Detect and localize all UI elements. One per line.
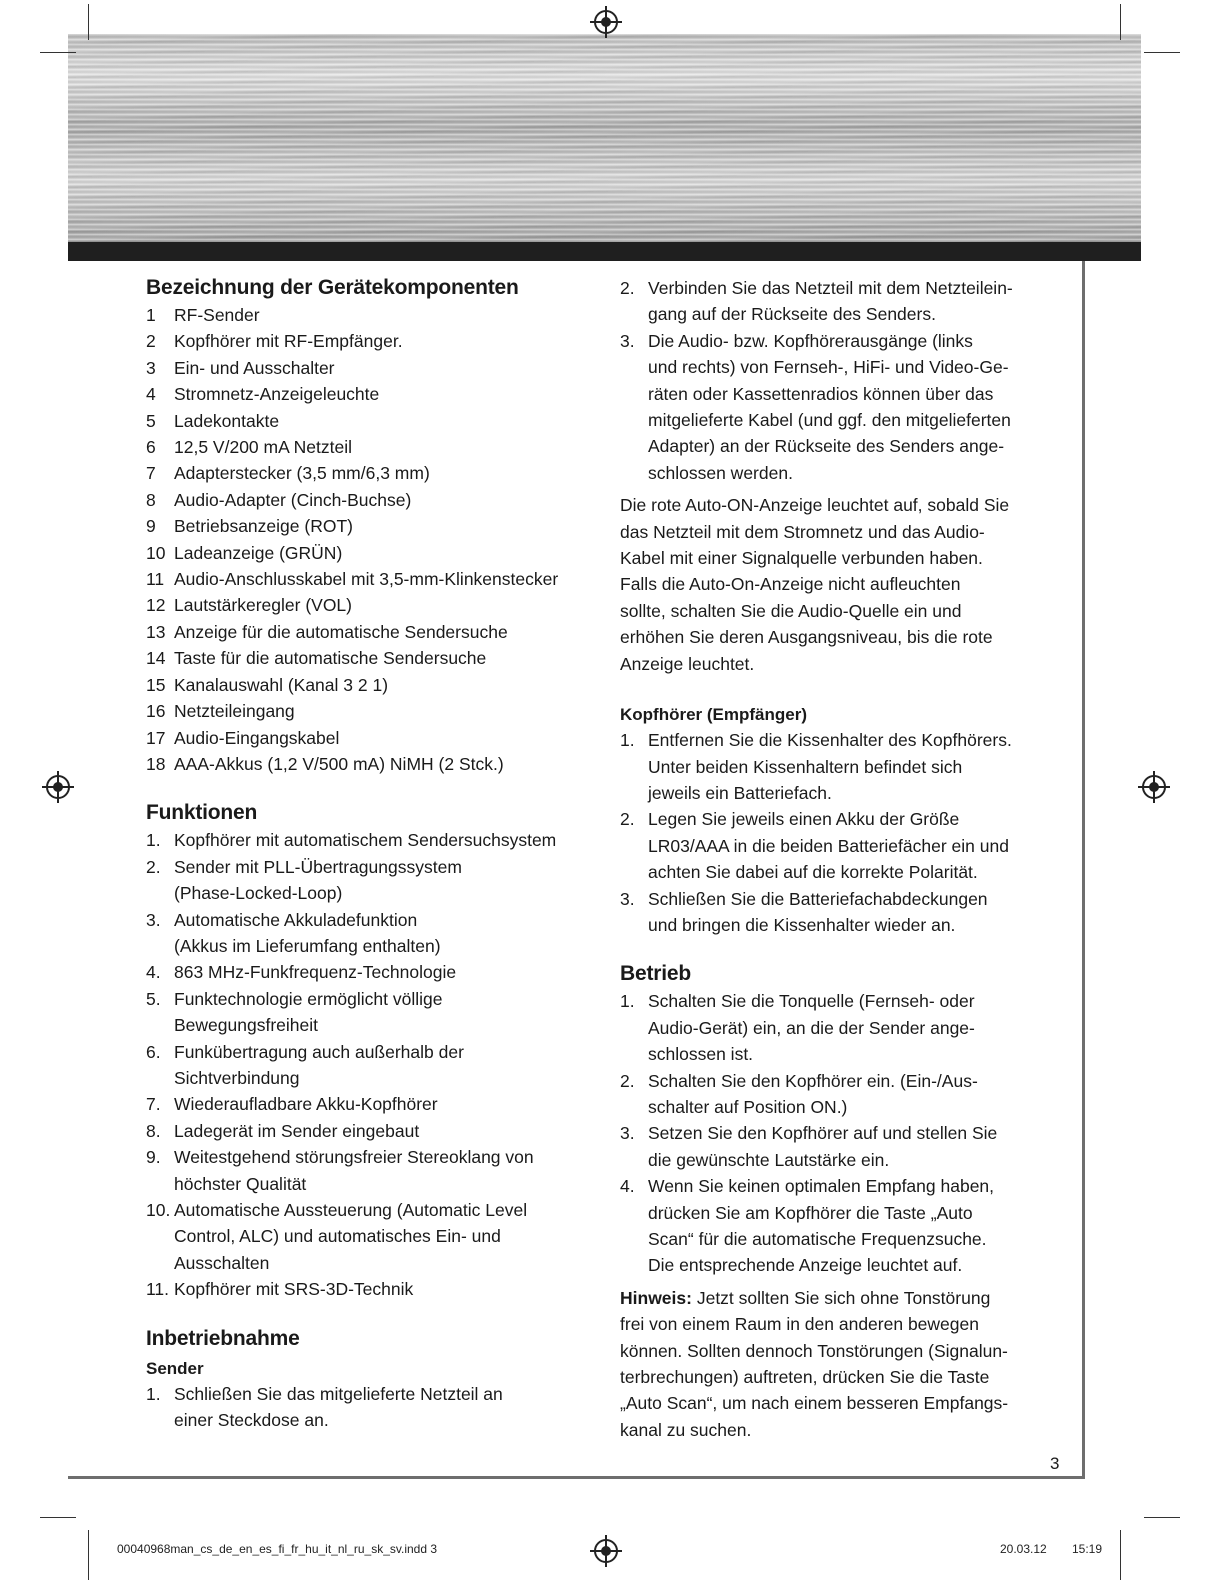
headphones-item-number: 1.: [620, 730, 635, 751]
function-item-line: Control, ALC) und automatisches Ein- und: [174, 1226, 501, 1247]
function-item-line: Sichtverbindung: [174, 1067, 300, 1088]
component-item-text: Betriebsanzeige (ROT): [174, 516, 353, 537]
function-item-line: Wiederaufladbare Akku-Kopfhörer: [174, 1094, 438, 1115]
component-item-text: AAA-Akkus (1,2 V/500 mA) NiMH (2 Stck.): [174, 753, 504, 774]
setup-item-number: 3.: [620, 330, 635, 351]
operation-item: [620, 1120, 1070, 1173]
function-item-text: [174, 1144, 601, 1197]
operation-item-line: Schalten Sie den Kopfhörer ein. (Ein-/Aus-: [648, 1070, 978, 1091]
operation-item-line: schalter auf Position ON.): [648, 1096, 848, 1117]
component-item: [146, 460, 601, 486]
function-item-line: Automatische Aussteuerung (Automatic Level: [174, 1200, 528, 1220]
function-item-number: 11.: [146, 1279, 170, 1300]
component-item-text: Taste für die automatische Sendersuche: [174, 648, 487, 669]
component-item-number: 14: [146, 648, 166, 669]
function-item-number: 1.: [146, 830, 161, 851]
component-item: [146, 355, 601, 381]
component-item-number: 5: [146, 410, 156, 431]
component-item-text: Kopfhörer mit RF-Empfänger.: [174, 331, 403, 352]
operation-item-line: drücken Sie am Kopfhörer die Taste „Auto: [648, 1202, 973, 1223]
registration-mark-icon: [46, 775, 70, 799]
headphones-item-text: [648, 806, 1070, 885]
operation-item-text: [648, 1173, 1070, 1279]
function-item-line: Bewegungsfreiheit: [174, 1015, 318, 1036]
function-item-text: [174, 1091, 601, 1117]
component-item-text: Ladekontakte: [174, 410, 280, 431]
headphones-item-line: jeweils ein Batteriefach.: [648, 782, 832, 803]
headphones-item-number: 2.: [620, 809, 635, 830]
function-item-line: Sender mit PLL-Übertragungssystem: [174, 856, 462, 877]
function-item-line: Automatische Akkuladefunktion: [174, 909, 418, 930]
function-item: [146, 1197, 601, 1276]
function-item: [146, 1091, 601, 1117]
header-bar: [68, 242, 1141, 261]
operation-item: [620, 1068, 1070, 1121]
headphones-item-line: und bringen die Kissenhalter wieder an.: [648, 914, 956, 935]
function-item: [146, 1144, 601, 1197]
note-paragraph: [620, 1285, 1070, 1443]
registration-mark-icon: [594, 1539, 618, 1563]
headphones-item-line: Unter beiden Kissenhaltern befindet sich: [648, 756, 963, 777]
function-item: [146, 854, 601, 907]
component-item: [146, 592, 601, 618]
operation-item: [620, 988, 1070, 1067]
function-item-number: 5.: [146, 988, 161, 1009]
crop-mark: [1120, 1530, 1121, 1580]
function-item-line: Funkübertragung auch außerhalb der: [174, 1041, 464, 1062]
setup-item-number: 2.: [620, 278, 635, 298]
paragraph-line: Die rote Auto-ON-Anzeige leuchtet auf, sobald Sie: [620, 495, 1010, 516]
setup-item-line: mitgelieferte Kabel (und ggf. den mitgelieferten: [648, 410, 1011, 431]
footer-filename: 00040968man_cs_de_en_es_fi_fr_hu_it_nl_ru_sk_sv.indd 3: [117, 1542, 438, 1556]
paragraph-line: Kabel mit einer Signalquelle verbunden haben.: [620, 548, 983, 569]
component-item: [146, 513, 601, 539]
function-item-line: Kopfhörer mit SRS-3D-Technik: [174, 1279, 414, 1300]
registration-mark-icon: [1142, 775, 1166, 799]
function-item-line: höchster Qualität: [174, 1173, 307, 1194]
component-item-text: Adapterstecker (3,5 mm/6,3 mm): [174, 463, 430, 484]
right-column: [620, 274, 1070, 1443]
component-item-number: 15: [146, 674, 166, 695]
component-item-text: Ladeanzeige (GRÜN): [174, 542, 343, 563]
page-frame-bottom: [68, 1476, 1085, 1479]
function-item: [146, 827, 601, 853]
component-item-number: 18: [146, 753, 166, 774]
component-item-text: Lautstärkeregler (VOL): [174, 595, 352, 616]
headphones-item-line: Schließen Sie die Batteriefachabdeckungen: [648, 888, 988, 909]
operation-item-text: [648, 988, 1070, 1067]
operation-item-line: die gewünschte Lautstärke ein.: [648, 1149, 890, 1170]
component-item-text: Netzteileingang: [174, 701, 295, 722]
function-item-text: [174, 854, 601, 907]
component-item-text: Stromnetz-Anzeigeleuchte: [174, 384, 380, 405]
note-line: kanal zu suchen.: [620, 1419, 752, 1440]
note-line: terbrechungen) auftreten, drücken Sie die Taste: [620, 1367, 990, 1388]
headphones-item-text: [648, 886, 1070, 939]
footer-date: 20.03.12: [1000, 1542, 1047, 1556]
function-item-line: Funktechnologie ermöglicht völlige: [174, 988, 443, 1009]
function-item-number: 3.: [146, 909, 161, 930]
headphones-list: [620, 727, 1070, 938]
registration-mark-icon: [594, 10, 618, 34]
component-item: [146, 434, 601, 460]
operation-item-line: Die entsprechende Anzeige leuchtet auf.: [648, 1255, 963, 1276]
function-item-text: [174, 1118, 601, 1144]
function-item-number: 7.: [146, 1094, 161, 1115]
operation-item-number: 4.: [620, 1176, 635, 1197]
component-item-text: Audio-Adapter (Cinch-Buchse): [174, 489, 412, 510]
function-item: [146, 1276, 601, 1302]
component-item: [146, 751, 601, 777]
crop-mark: [1120, 4, 1121, 40]
component-item-number: 13: [146, 621, 166, 642]
paragraph-line: Falls die Auto-On-Anzeige nicht aufleuchten: [620, 574, 961, 595]
component-item-number: 12: [146, 595, 166, 616]
section-title-components: Bezeichnung der Gerätekomponenten: [146, 276, 519, 299]
operation-item-text: [648, 1068, 1070, 1121]
setup-item: [620, 328, 1070, 486]
operation-item-number: 2.: [620, 1070, 635, 1091]
operation-item-line: Scan“ für die automatische Frequenzsuche.: [648, 1229, 987, 1249]
function-item-text: [174, 827, 601, 853]
headphones-item-number: 3.: [620, 888, 635, 909]
page-number: 3: [1050, 1454, 1060, 1473]
note-line: frei von einem Raum in den anderen bewegen: [620, 1314, 979, 1335]
operation-item-number: 3.: [620, 1123, 635, 1144]
headphones-item: [620, 727, 1070, 806]
component-item-number: 2: [146, 331, 156, 352]
footer-time: 15:19: [1072, 1542, 1103, 1556]
setup-item-line: und rechts) von Fernseh-, HiFi- und Video-Ge-: [648, 357, 1009, 378]
component-item-number: 17: [146, 727, 166, 748]
function-item-line: (Akkus im Lieferumfang enthalten): [174, 935, 441, 956]
component-item: [146, 725, 601, 751]
setup-item-line: räten oder Kassettenradios können über das: [648, 383, 994, 404]
section-title-headphones: Kopfhörer (Empfänger): [620, 705, 807, 725]
component-item: [146, 698, 601, 724]
functions-list: [146, 827, 601, 1302]
headphones-item-line: achten Sie dabei auf die korrekte Polarität.: [648, 862, 978, 883]
crop-mark: [1144, 52, 1180, 53]
setup-item-line: schlossen werden.: [648, 462, 793, 483]
function-item-number: 4.: [146, 962, 161, 983]
function-item-line: Ausschalten: [174, 1252, 270, 1273]
note-label: Hinweis:: [620, 1287, 692, 1308]
component-item-text: Kanalauswahl (Kanal 3 2 1): [174, 674, 389, 695]
function-item-text: [174, 959, 601, 985]
section-title-functions: Funktionen: [146, 801, 258, 825]
headphones-item-line: Entfernen Sie die Kissenhalter des Kopfhörers.: [648, 730, 1012, 751]
function-item: [146, 1118, 601, 1144]
setup-item-line: Adapter) an der Rückseite des Senders ange-: [648, 436, 1005, 457]
paragraph-line: erhöhen Sie deren Ausgangsniveau, bis die rote: [620, 627, 993, 648]
function-item-number: 9.: [146, 1147, 161, 1168]
note-line: können. Sollten dennoch Tonstörungen (Signalun-: [620, 1340, 1008, 1361]
auto-on-paragraph: [620, 492, 1070, 677]
function-item-text: [174, 907, 601, 960]
section-title-operation: Betrieb: [620, 962, 691, 986]
setup-continued-list: [620, 275, 1070, 486]
component-item: [146, 619, 601, 645]
crop-mark: [88, 4, 89, 40]
component-item-number: 4: [146, 384, 156, 405]
component-item-number: 6: [146, 437, 156, 458]
setup-item-line: gang auf der Rückseite des Senders.: [648, 304, 936, 325]
component-item-number: 7: [146, 463, 156, 484]
function-item-number: 8.: [146, 1120, 161, 1141]
operation-item-line: Wenn Sie keinen optimalen Empfang haben,: [648, 1176, 995, 1197]
setup-item-text: [648, 275, 1070, 328]
paragraph-line: Anzeige leuchtet.: [620, 653, 755, 674]
function-item-line: Kopfhörer mit automatischem Sendersuchsystem: [174, 830, 557, 851]
setup-item-line: einer Steckdose an.: [174, 1410, 329, 1431]
setup-item-text: [174, 1381, 601, 1434]
function-item: [146, 907, 601, 960]
operation-item-number: 1.: [620, 991, 635, 1012]
setup-item-number: 1.: [146, 1383, 161, 1404]
component-item: [146, 381, 601, 407]
function-item-number: 6.: [146, 1041, 161, 1062]
function-item-text: [174, 1276, 601, 1302]
function-item: [146, 1039, 601, 1092]
component-item-text: Audio-Anschlusskabel mit 3,5-mm-Klinkenstecker: [174, 569, 559, 590]
component-item-number: 3: [146, 357, 156, 378]
setup-item-line: Die Audio- bzw. Kopfhörerausgänge (links: [648, 330, 973, 351]
component-item: [146, 408, 601, 434]
function-item-text: [174, 986, 601, 1039]
function-item-text: [174, 1039, 601, 1092]
component-item-number: 8: [146, 489, 156, 510]
function-item-number: 10.: [146, 1200, 171, 1220]
page-frame-right: [1082, 261, 1085, 1479]
operation-item-line: schlossen ist.: [648, 1044, 754, 1065]
component-item: [146, 566, 601, 592]
component-item-number: 10: [146, 542, 166, 563]
headphones-item-text: [648, 727, 1070, 806]
function-item-line: 863 MHz-Funkfrequenz-Technologie: [174, 962, 457, 983]
operation-item-line: Setzen Sie den Kopfhörer auf und stellen Sie: [648, 1123, 998, 1144]
note-first-line: Jetzt sollten Sie sich ohne Tonstörung: [691, 1287, 991, 1308]
headphones-item: [620, 886, 1070, 939]
crop-mark: [1144, 1517, 1180, 1518]
component-item-number: 11: [146, 569, 165, 590]
component-item-text: Anzeige für die automatische Sendersuche: [174, 621, 508, 642]
component-item: [146, 645, 601, 671]
left-column: [146, 274, 601, 1433]
operation-list: [620, 988, 1070, 1278]
operation-item: [620, 1173, 1070, 1279]
operation-item-line: Audio-Gerät) ein, an die der Sender ange-: [648, 1017, 975, 1038]
component-item-text: 12,5 V/200 mA Netzteil: [174, 437, 353, 458]
function-item: [146, 959, 601, 985]
section-title-setup: Inbetriebnahme: [146, 1326, 300, 1350]
paragraph-line: das Netzteil mit dem Stromnetz und das Audio-: [620, 521, 985, 542]
setup-item-text: [648, 328, 1070, 486]
component-item-number: 16: [146, 701, 166, 722]
component-item-number: 9: [146, 516, 156, 537]
function-item: [146, 986, 601, 1039]
function-item-number: 2.: [146, 856, 161, 877]
function-item-text: [174, 1197, 601, 1276]
setup-list: [146, 1381, 601, 1434]
headphones-item-line: LR03/AAA in die beiden Batteriefächer ein und: [648, 835, 1009, 856]
operation-item-line: Schalten Sie die Tonquelle (Fernseh- oder: [648, 991, 975, 1012]
crop-mark: [40, 1517, 76, 1518]
note-line: „Auto Scan“, um nach einem besseren Empfangs-: [620, 1393, 1009, 1414]
component-item: [146, 672, 601, 698]
headphones-item: [620, 806, 1070, 885]
function-item-line: Ladegerät im Sender eingebaut: [174, 1120, 420, 1141]
setup-item-line: Schließen Sie das mitgelieferte Netzteil an: [174, 1383, 503, 1404]
setup-item-line: Verbinden Sie das Netzteil mit dem Netzteilein-: [648, 278, 1013, 298]
component-item-text: Ein- und Ausschalter: [174, 357, 335, 378]
operation-item-text: [648, 1120, 1070, 1173]
paragraph-line: sollte, schalten Sie die Audio-Quelle ein und: [620, 600, 962, 621]
function-item-line: Weitestgehend störungsfreier Stereoklang von: [174, 1147, 534, 1168]
crop-mark: [88, 1530, 89, 1580]
headphones-item-line: Legen Sie jeweils einen Akku der Größe: [648, 809, 960, 830]
component-item: [146, 328, 601, 354]
component-item-number: 1: [146, 305, 156, 325]
component-item-text: Audio-Eingangskabel: [174, 727, 340, 748]
component-item-text: RF-Sender: [174, 305, 260, 325]
component-item: [146, 302, 601, 328]
component-item: [146, 540, 601, 566]
component-item: [146, 487, 601, 513]
function-item-line: (Phase-Locked-Loop): [174, 883, 343, 904]
setup-item: [620, 275, 1070, 328]
components-list: [146, 302, 601, 777]
setup-item: [146, 1381, 601, 1434]
header-banner: [68, 34, 1141, 242]
subsection-title-transmitter: Sender: [146, 1358, 204, 1378]
crop-mark: [40, 52, 76, 53]
